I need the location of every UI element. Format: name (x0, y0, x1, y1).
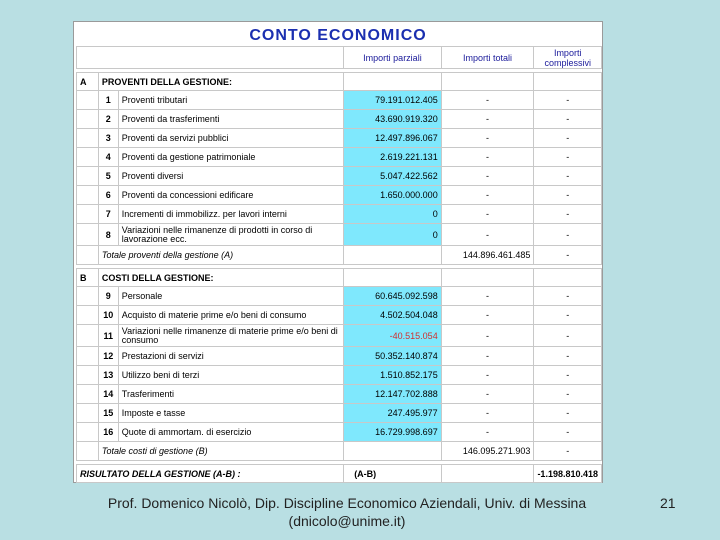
row-importo-complessivo: - (534, 148, 602, 167)
row-importo-totale: - (441, 366, 534, 385)
page-title: CONTO ECONOMICO (249, 27, 427, 44)
income-statement-sheet (73, 21, 603, 483)
table-row (77, 110, 602, 129)
row-importo-complessivo: - (534, 385, 602, 404)
row-importo-complessivo: - (534, 366, 602, 385)
row-importo-complessivo: - (534, 91, 602, 110)
table-row (77, 404, 602, 423)
row-number: 3 (98, 129, 118, 148)
row-importo-complessivo: - (534, 306, 602, 325)
row-importo-complessivo: - (534, 186, 602, 205)
row-importo-parziale: -40.515.054 (344, 325, 442, 347)
row-importo-parziale: 2.619.221.131 (344, 148, 442, 167)
row-importo-parziale: 79.191.012.405 (344, 91, 442, 110)
header-importi-complessivi: Importi complessivi (534, 47, 602, 69)
row-number: 15 (98, 404, 118, 423)
table-row (77, 91, 602, 110)
row-importo-parziale: 50.352.140.874 (344, 347, 442, 366)
row-importo-parziale: 0 (344, 224, 442, 246)
row-importo-complessivo: - (534, 167, 602, 186)
row-importo-parziale: 43.690.919.320 (344, 110, 442, 129)
table-row (77, 306, 602, 325)
row-importo-totale: - (441, 148, 534, 167)
income-statement-table (76, 46, 602, 483)
row-blank (77, 347, 99, 366)
table-row (77, 224, 602, 246)
row-importo-parziale: 1.510.852.175 (344, 366, 442, 385)
row-importo-complessivo: - (534, 205, 602, 224)
row-importo-totale: - (441, 224, 534, 246)
row-importo-parziale: 1.650.000.000 (344, 186, 442, 205)
row-blank (77, 167, 99, 186)
total-value: 146.095.271.903 (441, 442, 534, 461)
row-importo-totale: - (441, 287, 534, 306)
row-blank (77, 287, 99, 306)
total-label: Totale costi di gestione (B) (98, 442, 343, 461)
row-importo-totale: - (441, 91, 534, 110)
row-blank (77, 404, 99, 423)
row-label: Quote di ammortam. di esercizio (118, 423, 343, 442)
row-number: 5 (98, 167, 118, 186)
row-number: 10 (98, 306, 118, 325)
table-row (77, 366, 602, 385)
row-label: Variazioni nelle rimanenze di materie prime e/o beni di consumo (118, 325, 343, 347)
header-importi-totali: Importi totali (441, 47, 534, 69)
row-number: 11 (98, 325, 118, 347)
row-label: Proventi da concessioni edificare (118, 186, 343, 205)
table-row (77, 385, 602, 404)
row-label: Proventi da gestione patrimoniale (118, 148, 343, 167)
header-blank (77, 47, 344, 69)
row-importo-totale: - (441, 167, 534, 186)
row-number: 1 (98, 91, 118, 110)
row-importo-complessivo: - (534, 325, 602, 347)
row-number: 7 (98, 205, 118, 224)
row-blank (77, 91, 99, 110)
table-row (77, 423, 602, 442)
row-importo-totale: - (441, 325, 534, 347)
row-label: Prestazioni di servizi (118, 347, 343, 366)
result-row (77, 465, 602, 483)
row-blank (77, 148, 99, 167)
row-number: 2 (98, 110, 118, 129)
table-row (77, 287, 602, 306)
table-row (77, 129, 602, 148)
row-label: Imposte e tasse (118, 404, 343, 423)
page-number: 21 (660, 495, 676, 511)
total-a-row (77, 246, 602, 265)
row-importo-totale: - (441, 110, 534, 129)
table-row (77, 205, 602, 224)
row-blank (77, 366, 99, 385)
row-importo-parziale: 60.645.092.598 (344, 287, 442, 306)
row-label: Proventi da trasferimenti (118, 110, 343, 129)
row-label: Proventi diversi (118, 167, 343, 186)
row-importo-parziale: 5.047.422.562 (344, 167, 442, 186)
result-label: RISULTATO DELLA GESTIONE (A-B) : (77, 465, 344, 483)
row-number: 13 (98, 366, 118, 385)
row-importo-totale: - (441, 385, 534, 404)
header-importi-parziali: Importi parziali (344, 47, 442, 69)
row-importo-totale: - (441, 205, 534, 224)
section-label: PROVENTI DELLA GESTIONE: (98, 73, 343, 91)
table-row (77, 325, 602, 347)
row-importo-complessivo: - (534, 423, 602, 442)
row-importo-parziale: 12.147.702.888 (344, 385, 442, 404)
row-blank (77, 205, 99, 224)
row-importo-totale: - (441, 347, 534, 366)
row-blank (77, 423, 99, 442)
row-number: 4 (98, 148, 118, 167)
row-importo-complessivo: - (534, 347, 602, 366)
row-importo-totale: - (441, 186, 534, 205)
row-label: Incrementi di immobilizz. per lavori interni (118, 205, 343, 224)
row-label: Personale (118, 287, 343, 306)
footer-author: Prof. Domenico Nicolò, Dip. Discipline Economico Aziendali, Univ. di Messina (107, 495, 587, 511)
row-number: 16 (98, 423, 118, 442)
row-blank (77, 325, 99, 347)
total-complessivi: - (534, 246, 602, 265)
row-label: Proventi da servizi pubblici (118, 129, 343, 148)
footer-email: (dnicolo@unime.it) (288, 513, 406, 529)
row-blank (77, 306, 99, 325)
row-blank (77, 385, 99, 404)
row-label: Utilizzo beni di terzi (118, 366, 343, 385)
row-blank (77, 110, 99, 129)
row-importo-complessivo: - (534, 129, 602, 148)
row-number: 12 (98, 347, 118, 366)
total-complessivi: - (534, 442, 602, 461)
table-row (77, 167, 602, 186)
section-letter: A (77, 73, 99, 91)
row-importo-totale: - (441, 306, 534, 325)
row-label: Proventi tributari (118, 91, 343, 110)
total-b-row (77, 442, 602, 461)
table-row (77, 347, 602, 366)
row-importo-parziale: 247.495.977 (344, 404, 442, 423)
row-blank (77, 186, 99, 205)
row-importo-totale: - (441, 404, 534, 423)
section-a-header (77, 73, 602, 91)
row-number: 9 (98, 287, 118, 306)
section-b-header (77, 269, 602, 287)
row-importo-totale: - (441, 129, 534, 148)
result-formula: (A-B) (344, 465, 442, 483)
row-importo-parziale: 0 (344, 205, 442, 224)
row-label: Variazioni nelle rimanenze di prodotti in corso di lavorazione ecc. (118, 224, 343, 246)
row-importo-parziale: 12.497.896.067 (344, 129, 442, 148)
row-blank (77, 129, 99, 148)
row-importo-parziale: 4.502.504.048 (344, 306, 442, 325)
row-importo-parziale: 16.729.998.697 (344, 423, 442, 442)
row-importo-complessivo: - (534, 404, 602, 423)
footer (92, 494, 602, 530)
total-value: 144.896.461.485 (441, 246, 534, 265)
row-importo-complessivo: - (534, 110, 602, 129)
row-label: Acquisto di materie prime e/o beni di consumo (118, 306, 343, 325)
table-row (77, 186, 602, 205)
column-header-row (77, 47, 602, 69)
row-importo-complessivo: - (534, 287, 602, 306)
row-importo-totale: - (441, 423, 534, 442)
row-number: 14 (98, 385, 118, 404)
row-blank (77, 224, 99, 246)
total-label: Totale proventi della gestione (A) (98, 246, 343, 265)
row-number: 8 (98, 224, 118, 246)
row-number: 6 (98, 186, 118, 205)
section-letter: B (77, 269, 99, 287)
row-label: Trasferimenti (118, 385, 343, 404)
table-row (77, 148, 602, 167)
result-value: -1.198.810.418 (534, 465, 602, 483)
row-importo-complessivo: - (534, 224, 602, 246)
section-label: COSTI DELLA GESTIONE: (98, 269, 343, 287)
